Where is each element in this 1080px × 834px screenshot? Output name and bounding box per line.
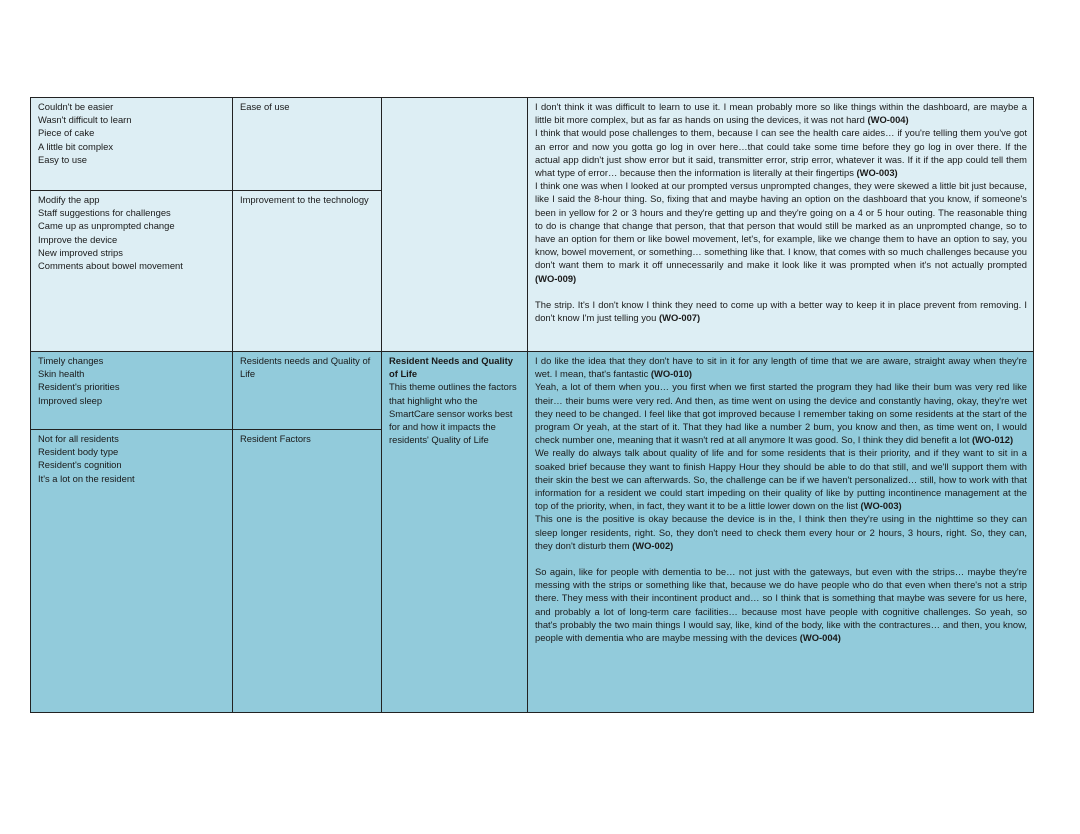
quote: I don't think it was difficult to learn to use it. I mean probably more so like things within the dashboard, are maybe a little bit more complex, but as far as hands on using the devices, it was not hard (WO-004) (535, 101, 1027, 126)
participant-code: (WO-003) (856, 167, 898, 179)
category-cell (233, 430, 382, 713)
quote: I think one was when I looked at our prompted versus unprompted changes, they were skewed a little bit just because, like I said the 8-hour thing. So, fixing that and maybe having an option on the dashboard that you know, if someone's been in yellow for 2 or 3 hours and they're getting up and they're going on a 4 or 5 hour outing. The reasonable thing to do is change that change that person, that that person that would still be marked as an unprompted change, so to have an option for them or like bowel movement, let's, for example, like we change them to have an option to say, you know, bowel movement, or something… something like that. I know, that comes with so much challenges because you don't want them to mark it off unnecessarily and make it look like it was prompted when it's not actually prompted (WO-009) (535, 180, 1027, 284)
codes-cell (31, 352, 233, 430)
category-cell (233, 191, 382, 352)
quotes-cell (528, 352, 1034, 713)
quote: We really do always talk about quality of life and for some residents that is their priority, and if they want to sit in a soaked brief because they want to finish Happy Hour they should be able to do that still, and we'll support them with their skin the best we can afterwards. So, the challenge can be if we haven't personalized… still, how to work with that information for a resident we could start impeding on their quality of like by putting incontinence management at the top of the priority, when, in fact, they want it to be a little lower down on the list (WO-003) (535, 447, 1027, 512)
code-item: It's a lot on the resident (38, 472, 135, 484)
code-item: Easy to use (38, 153, 87, 165)
code-item: Modify the app (38, 194, 100, 205)
table-row (31, 98, 1034, 191)
participant-code: (WO-002) (632, 539, 674, 551)
code-item: Staff suggestions for challenges (38, 207, 171, 219)
table-row (31, 352, 1034, 430)
code-item: Resident's priorities (38, 381, 120, 393)
category-cell (233, 98, 382, 191)
participant-code: (WO-010) (650, 368, 693, 380)
category-label: Resident Factors (240, 433, 311, 444)
category-label: Residents needs and Quality of Life (240, 355, 371, 380)
codes-cell (31, 191, 233, 352)
quote: I think that would pose challenges to them, because I can see the health care aides… if you're telling them you've got an error and now you gotta go log in over here…that could take some time before they go log in over there. If the actual app didn't just show error but it said, transmitter error, strip error, whatever it was. If it if the app could tell them what type of error… because then the information is literally at their fingertips (WO-003) (535, 127, 1027, 179)
quote: This one is the positive is okay because the device is in the, I think then they're using in the nighttime so they can sleep longer residents, right. So, they don't need to check them every hour or 2 hours, 3 hours, right. So, they can, they don't disturb them (WO-002) (535, 513, 1027, 551)
participant-code: (WO-004) (867, 114, 909, 126)
codes-cell (31, 430, 233, 713)
code-item: Piece of cake (38, 127, 95, 139)
quote: The strip. It's I don't know I think they need to come up with a better way to keep it in place prevent from removing. I don't know I'm just telling you (WO-007) (535, 298, 1027, 324)
participant-code: (WO-009) (535, 272, 577, 284)
theme-title: Resident Needs and Quality of Life (389, 355, 513, 380)
quotes-cell (528, 98, 1034, 352)
code-item: Resident body type (38, 446, 119, 458)
code-item: New improved strips (38, 246, 123, 258)
category-label: Ease of use (240, 101, 290, 112)
category-label: Improvement to the technology (240, 194, 369, 205)
code-item: Timely changes (38, 355, 104, 366)
participant-code: (WO-003) (860, 500, 902, 512)
qualitative-analysis-table (30, 97, 1034, 713)
participant-code: (WO-004) (799, 632, 841, 644)
theme-description: This theme outlines the factors that highlight who the SmartCare sensor works best for and how it impacts the residents' Quality of Life (389, 381, 517, 446)
code-item: Came up as unprompted change (38, 220, 175, 232)
participant-code: (WO-007) (658, 312, 701, 324)
code-item: Skin health (38, 368, 85, 380)
code-item: Resident's cognition (38, 459, 122, 471)
codes-cell (31, 98, 233, 191)
code-item: Not for all residents (38, 433, 119, 444)
theme-cell (382, 352, 528, 713)
participant-code: (WO-012) (971, 434, 1014, 446)
code-item: A little bit complex (38, 140, 114, 152)
category-cell (233, 352, 382, 430)
code-item: Comments about bowel movement (38, 260, 183, 272)
code-item: Improve the device (38, 233, 118, 245)
code-item: Wasn't difficult to learn (38, 114, 132, 126)
code-item: Improved sleep (38, 394, 103, 406)
quote: So again, like for people with dementia to be… not just with the gateways, but even with the strips… maybe they're messing with the strips or something like that, because we do have people who do that even when there's not a strip there. They mess with their incontinent product and… so I think that is something that maybe was severe for us here, and probably a lot of long-term care facilities… because most have people with cognitive challenges. So yeah, so that's probably the two main things I would say, like, kind of the body, like with the contractures… and then, you know, people with dementia who are maybe messing with the devices (WO-004) (535, 566, 1027, 644)
theme-cell (382, 98, 528, 352)
quote: I do like the idea that they don't have to sit in it for any length of time that we are aware, straight away when they're wet. I mean, that's fantastic (WO-010) (535, 355, 1027, 380)
code-item: Couldn't be easier (38, 101, 114, 112)
quote: Yeah, a lot of them when you… you first when we first started the program they had like their bum was very red like their… their bums were very red. And then, as time went on using the device and constantly having, okay, they're wet they need to be changed. I feel like that got improved because I remember taking on some residents at the start of the program Or yeah, at the start of it. That they had like a number 2 bum, you know and then, as time went on, I would check number one, meaning that it wasn't red at all anymore It was good. So, I think they did benefit a lot (WO-012) (535, 381, 1027, 446)
